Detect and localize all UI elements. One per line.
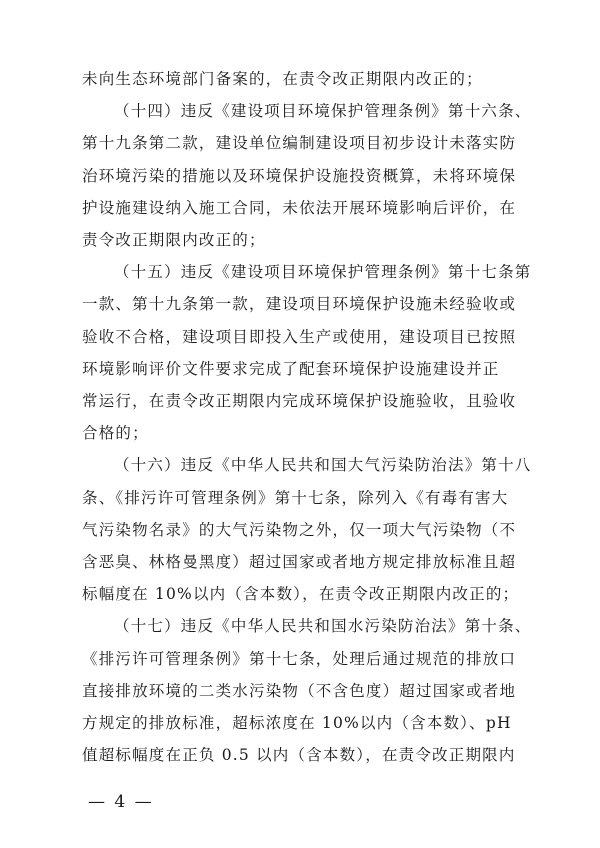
text-line: 标幅度在 10%以内（含本数），在责令改正期限内改正的； bbox=[82, 585, 520, 604]
text-line: 气污染物名录》的大气污染物之外，仅一项大气污染物（不 bbox=[82, 520, 517, 539]
paragraph-start-line: （十六）违反《中华人民共和国大气污染防治法》第十八 bbox=[114, 456, 532, 475]
text-line: 方规定的排放标准，超标浓度在 10%以内（含本数）、pH bbox=[82, 714, 512, 732]
text-line: 条、《排污许可管理条例》第十七条，除列入《有毒有害大 bbox=[82, 488, 509, 507]
text-line: 治环境污染的措施以及环境保护设施投资概算，未将环境保 bbox=[82, 166, 517, 185]
paragraph-start-line: （十七）违反《中华人民共和国水污染防治法》第十条、 bbox=[114, 617, 532, 636]
text-line: 未向生态环境部门备案的，在责令改正期限内改正的； bbox=[82, 70, 483, 88]
text-line: 环境影响评价文件要求完成了配套环境保护设施建设并正 bbox=[82, 359, 500, 378]
text-line: 护设施建设纳入施工合同，未依法开展环境影响后评价，在 bbox=[82, 198, 517, 217]
text-line: 责令改正期限内改正的； bbox=[82, 231, 266, 249]
paragraph-start-line: （十四）违反《建设项目环境保护管理条例》第十六条、 bbox=[114, 102, 532, 121]
text-line: 验收不合格，建设项目即投入生产或使用，建设项目已按照 bbox=[82, 327, 517, 346]
text-line: 直接排放环境的二类水污染物（不含色度）超过国家或者地 bbox=[82, 681, 517, 700]
text-line: 第十九条第二款，建设单位编制建设项目初步设计未落实防 bbox=[82, 134, 517, 153]
text-line: 一款、第十九条第一款，建设项目环境保护设施未经验收或 bbox=[82, 295, 517, 314]
text-line: 常运行，在责令改正期限内完成环境保护设施验收，且验收 bbox=[82, 392, 517, 410]
paragraph-start-line: （十五）违反《建设项目环境保护管理条例》第十七条第 bbox=[114, 263, 532, 282]
page-number: — 4 — bbox=[88, 792, 154, 812]
text-line: 《排污许可管理条例》第十七条，处理后通过规范的排放口 bbox=[82, 649, 517, 668]
text-line: 值超标幅度在正负 0.5 以内（含本数），在责令改正期限内 bbox=[82, 746, 516, 765]
text-line: 含恶臭、林格曼黑度）超过国家或者地方规定排放标准且超 bbox=[82, 553, 517, 571]
text-line: 合格的； bbox=[82, 424, 149, 443]
